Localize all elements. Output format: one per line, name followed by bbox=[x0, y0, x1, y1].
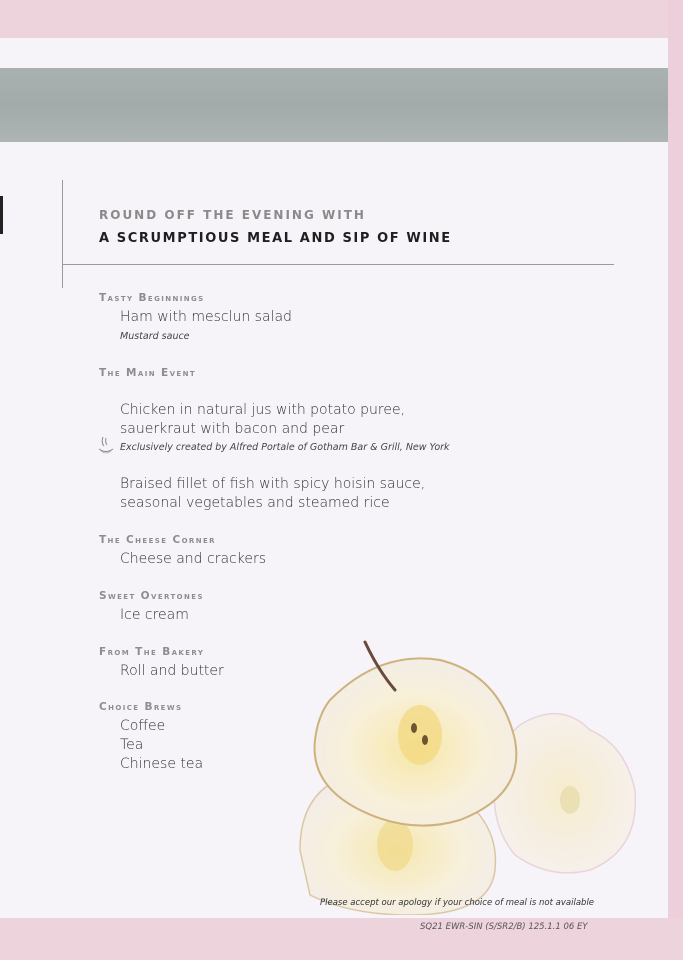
menu-item-roll: Roll and butter bbox=[120, 663, 224, 679]
menu-item-coffee: Coffee bbox=[120, 718, 166, 734]
section-title-tasty-beginnings: Tasty Beginnings bbox=[99, 292, 205, 304]
menu-item-chicken-line2: sauerkraut with bacon and pear bbox=[120, 421, 345, 437]
menu-note-chicken: Exclusively created by Alfred Portale of Gotham Bar & Grill, New York bbox=[120, 442, 450, 453]
chef-signature-icon bbox=[96, 434, 116, 456]
section-title-cheese-corner: The Cheese Corner bbox=[99, 534, 216, 546]
menu-item-ham: Ham with mesclun salad bbox=[120, 309, 292, 325]
apple-slices-illustration bbox=[290, 630, 670, 915]
flight-menu-code: SQ21 EWR-SIN (S/SR2/B) 125.1.1 06 EY bbox=[420, 922, 588, 932]
menu-item-chicken-line1: Chicken in natural jus with potato puree, bbox=[120, 402, 406, 418]
section-title-main-event: The Main Event bbox=[99, 367, 197, 379]
menu-heading-line2: A SCRUMPTIOUS MEAL AND SIP OF WINE bbox=[99, 231, 452, 246]
horizontal-rule bbox=[62, 264, 614, 265]
right-pink-strip bbox=[668, 0, 683, 960]
vertical-rule bbox=[62, 180, 63, 288]
menu-item-fish-line1: Braised fillet of fish with spicy hoisin sauce, bbox=[120, 476, 426, 492]
section-title-choice-brews: Choice Brews bbox=[99, 701, 183, 713]
menu-item-chinese-tea: Chinese tea bbox=[120, 756, 204, 772]
menu-item-icecream: Ice cream bbox=[120, 607, 189, 623]
top-pink-band bbox=[0, 0, 683, 38]
section-title-from-the-bakery: From The Bakery bbox=[99, 646, 205, 658]
menu-item-cheese: Cheese and crackers bbox=[120, 551, 267, 567]
menu-note-ham: Mustard sauce bbox=[120, 331, 190, 342]
section-title-sweet-overtones: Sweet Overtones bbox=[99, 590, 204, 602]
binding-mark bbox=[0, 196, 3, 234]
menu-heading-line1: ROUND OFF THE EVENING WITH bbox=[99, 208, 366, 222]
menu-item-fish-line2: seasonal vegetables and steamed rice bbox=[120, 495, 390, 511]
menu-item-tea: Tea bbox=[120, 737, 144, 753]
grey-header-band bbox=[0, 68, 668, 142]
meal-availability-note: Please accept our apology if your choice of meal is not available bbox=[320, 898, 595, 908]
